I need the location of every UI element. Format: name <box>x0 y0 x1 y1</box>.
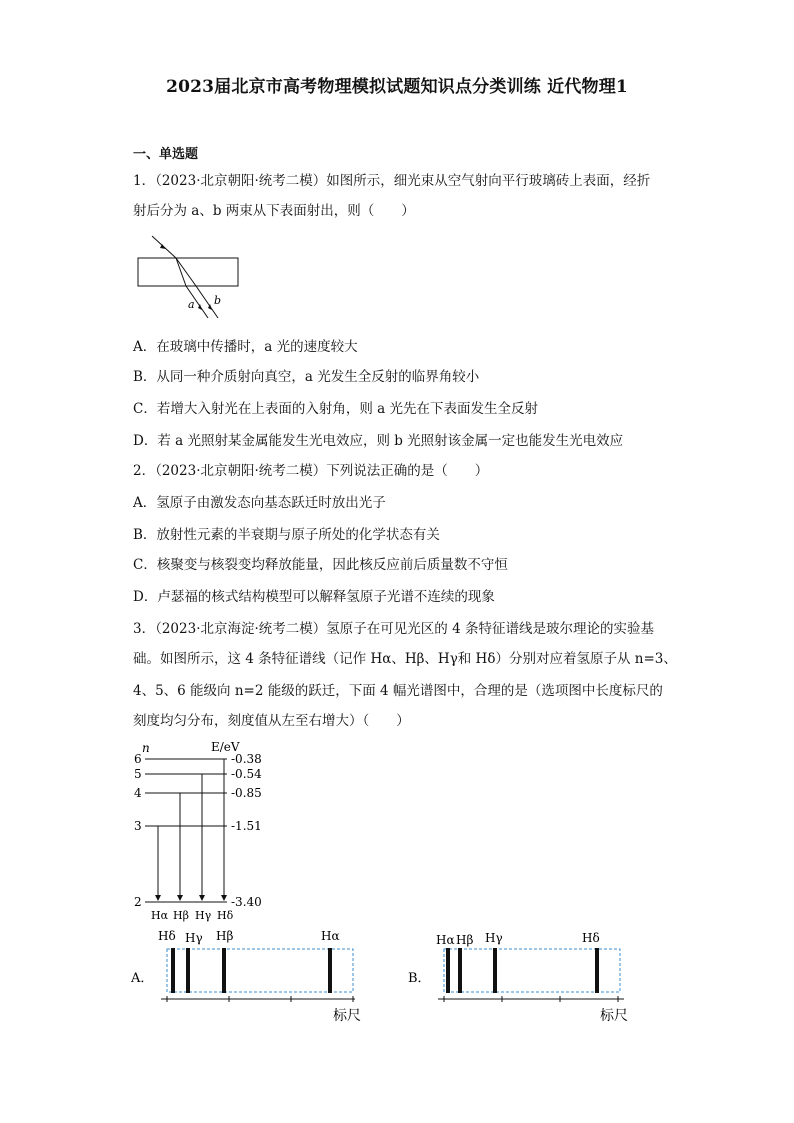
page-title: 2023届北京市高考物理模拟试题知识点分类训练 近代物理1 <box>166 77 628 97</box>
q2-option-a: A．氢原子由激发态向基态跃迁时放出光子 <box>133 495 386 511</box>
spectrum-a-ruler-label: 标尺 <box>333 1008 361 1024</box>
spectrum-a-option-label: A． <box>131 971 154 986</box>
spectrum-b-line-2 <box>458 948 462 993</box>
energy-level-diagram <box>125 738 285 923</box>
q1-option-a: A．在玻璃中传播时，a 光的速度较大 <box>133 339 358 355</box>
spectrum-a-box <box>167 949 353 992</box>
level-energy-5: -0.54 <box>231 767 262 781</box>
level-n-4: 4 <box>134 786 142 800</box>
spectrum-a-label-4: Hα <box>321 929 340 943</box>
label-h-beta: Hβ <box>173 909 189 922</box>
q2-stem: 2．（2023·北京朝阳·统考二模）下列说法正确的是（ ） <box>133 463 489 479</box>
level-n-2: 2 <box>134 895 142 909</box>
q1-stem-line1: 1．（2023·北京朝阳·统考二模）如图所示，细光束从空气射向平行玻璃砖上表面，经折 <box>133 173 651 189</box>
refracted-ray-a <box>176 258 186 286</box>
level-2 <box>134 895 262 909</box>
section-heading: 一、单选题 <box>133 147 199 162</box>
level-energy-4: -0.85 <box>231 786 262 800</box>
e-axis-label: E/eV <box>211 740 240 754</box>
spectrum-b-box <box>444 949 620 992</box>
label-b: b <box>214 294 222 307</box>
label-h-alpha: Hα <box>151 909 169 922</box>
level-energy-3: -1.51 <box>231 819 262 833</box>
spectrum-a-label-2: Hγ <box>185 931 203 945</box>
spectrum-b-option-label: B． <box>408 971 431 986</box>
q1-option-b: B．从同一种介质射向真空，a 光发生全反射的临界角较小 <box>133 369 480 385</box>
level-4 <box>134 786 262 800</box>
q1-option-d: D．若 a 光照射某金属能发生光电效应，则 b 光照射该金属一定也能发生光电效应 <box>133 433 624 449</box>
spectrum-a-line-1 <box>171 948 175 993</box>
spectrum-b-label-2: Hβ <box>456 933 474 947</box>
label-a: a <box>188 298 195 311</box>
level-n-5: 5 <box>134 767 142 781</box>
label-h-gamma: Hγ <box>195 909 212 922</box>
spectrum-option-b <box>402 924 642 1024</box>
spectrum-b-label-4: Hδ <box>582 931 600 945</box>
spectrum-a-line-2 <box>186 948 190 993</box>
spectrum-a-label-3: Hβ <box>216 929 234 943</box>
spectrum-a-line-3 <box>222 948 226 993</box>
spectrum-a-line-4 <box>328 948 332 993</box>
spectrum-b-line-1 <box>446 948 450 993</box>
q3-stem-line1: 3．（2023·北京海淀·统考二模）氢原子在可见光区的 4 条特征谱线是玻尔理论的实验基 <box>133 621 654 637</box>
label-h-delta: Hδ <box>217 909 234 922</box>
level-6 <box>134 752 262 766</box>
q3-stem-line2: 础。如图所示，这 4 条特征谱线（记作 Hα、Hβ、Hγ和 Hδ）分别对应着氢原子从 n=3、 <box>133 651 677 667</box>
q2-option-c: C．核聚变与核裂变均释放能量，因此核反应前后质量数不守恒 <box>133 557 508 573</box>
level-3 <box>134 819 262 833</box>
level-n-6: 6 <box>134 752 142 766</box>
level-energy-6: -0.38 <box>231 752 262 766</box>
refracted-ray-b <box>176 258 196 286</box>
q2-option-d: D．卢瑟福的核式结构模型可以解释氢原子光谱不连续的现象 <box>133 589 495 605</box>
level-n-3: 3 <box>134 819 142 833</box>
spectrum-b-label-1: Hα <box>436 933 455 947</box>
level-5 <box>134 767 262 781</box>
spectrum-b-ruler-label: 标尺 <box>600 1008 628 1024</box>
spectrum-b-line-4 <box>595 948 599 993</box>
q1-option-c: C．若增大入射光在上表面的入射角，则 a 光先在下表面发生全反射 <box>133 401 538 417</box>
q3-stem-line3: 4、5、6 能级向 n=2 能级的跃迁，下面 4 幅光谱图中，合理的是（选项图中长度标尺的 <box>133 683 663 699</box>
spectrum-b-label-3: Hγ <box>485 931 503 945</box>
glass-slab <box>138 258 238 286</box>
n-axis-label: n <box>142 741 150 755</box>
glass-slab-figure <box>130 228 250 328</box>
level-energy-2: -3.40 <box>231 895 262 909</box>
spectrum-a-label-1: Hδ <box>158 929 176 943</box>
q1-stem-line2: 射后分为 a、b 两束从下表面射出，则（ ） <box>133 203 415 219</box>
q3-stem-line4: 刻度均匀分布，刻度值从左至右增大）（ ） <box>133 713 410 729</box>
q2-option-b: B．放射性元素的半衰期与原子所处的化学状态有关 <box>133 527 440 543</box>
spectrum-option-a <box>125 924 365 1024</box>
spectrum-b-line-3 <box>493 948 497 993</box>
